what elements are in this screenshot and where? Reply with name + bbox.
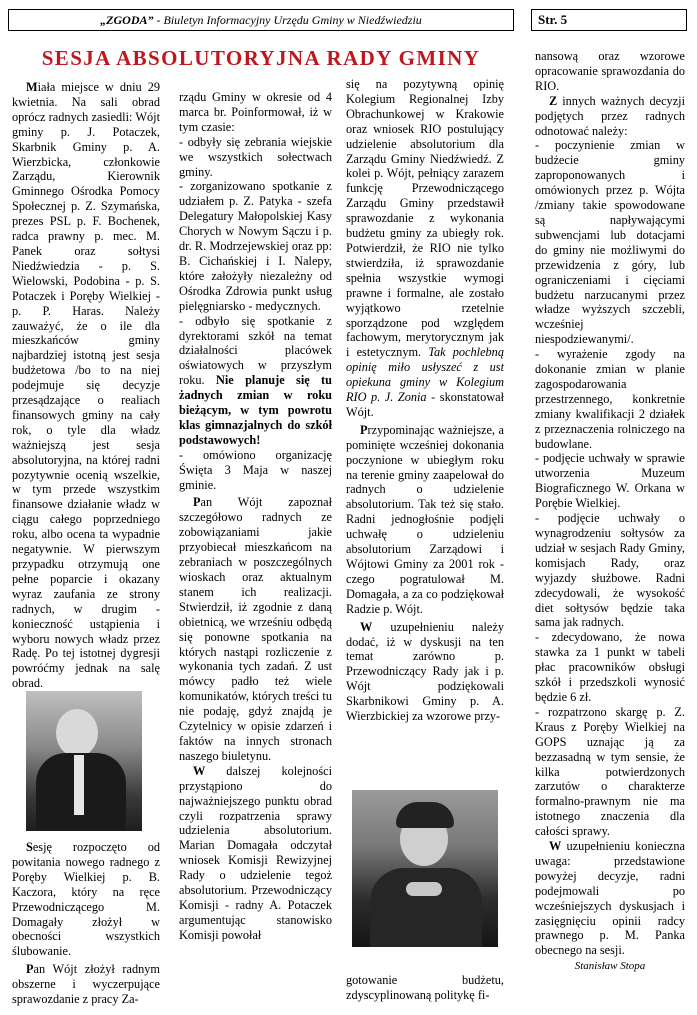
paragraph: Pan Wójt złożył radnym obszerne i wyczerpujące sprawozdanie z pracy Za- — [12, 962, 160, 1007]
list-item: - zorganizowano spotkanie z udziałem p. Z. Patyka - szefa Delegatury Małopolskiej Kasy Chorych w Nowym Sączu i p. dr. R. Modrzejewskiej oraz pp: B. Cichańskiej i I. Nalepy, które założyły niezależny od Ośrodka Zdrowia punkt usług pielęgniarsko - medycznych. — [179, 179, 332, 313]
author-signature: Stanisław Stopa — [574, 960, 646, 972]
list-item: - odbyło się spotkanie z dyrektorami szkół na temat działalności placówek oświatowych w przyszłym roku. Nie planuje się tu żadnych zmian w roku bieżącym, w tym powrotu klas gimnazjalnych do szkół podstawowych! — [179, 313, 332, 447]
list-item: - podjęcie uchwały o wynagrodzeniu sołtysów za udział w sesjach Rady Gminy, komisjach Rady, oraz wyjazdy służbowe. Radni zdecydowali, że wysokość diet sołtysów będzie taka sama jak radnych. — [535, 511, 685, 630]
list-item: - zdecydowano, że nowa stawka za 1 punkt w tabeli płac pracowników obsługi szkół i przedszkoli wynosić będzie 6 zł. — [535, 630, 685, 704]
treasurer-photo — [352, 790, 498, 947]
paragraph: nansową oraz wzorowe opracowanie sprawozdania do RIO. — [535, 49, 685, 93]
paragraph: Przypominając ważniejsze, a pominięte wcześniej dokonania poczynione w ubiegłym roku na terenie gminy zaapelował do radnych o udzielenie absolutorium. Tak też się stało. Radni jednogłośnie podjęli uchwałę o udzieleniu absolutorium Zarządowi i Wójtowi Gminy za 2001 rok - czego pogratulował M. Domagała, a za co podziękował Radzie p. Wójt. — [346, 422, 504, 616]
paragraph: W uzupełnieniu należy dodać, iż w dyskusji na ten temat zarówno p. Przewodniczący Rady jak i p. Wójt podziękowali Skarbnikowi Gminy p. A. Wierzbickiej za wzorowe przy- — [346, 619, 504, 724]
paragraph: gotowanie budżetu, zdyscyplinowaną politykę fi- — [346, 973, 504, 1003]
newsletter-name: „ZGODA” — [100, 13, 154, 27]
list-item: - omówiono organizację Święta 3 Maja w naszej gminie. — [179, 447, 332, 492]
article-column-1-continued — [12, 840, 160, 1007]
list-item: - wyrażenie zgody na dokonanie zmian w planie zagospodarowania przestrzennego, konkretnie zmiany kwalifikacji 2 działek z przeznaczenia rolniczego na budowlane. — [535, 347, 685, 451]
article-column-2 — [179, 90, 332, 943]
paragraph: Miała miejsce w dniu 29 kwietnia. Na sali obrad oprócz radnych zasiedli: Wójt gminy p. J. Potaczek, Skarbnik Gminy p. A. Wierzbicka, członkowie Zarządu, Kierownik Gminnego Ośrodka Pomocy Społecznej p. Z. Szymańska, prezes PSL p. F. Bochenek, radca prawny p. mec. M. Panek oraz sołtysi Niedźwiedzia - p. S. Wielowski, Podobina - p. S. Potaczek i Poręby Wielkiej - p. P. Haras. Należy zauważyć, że o ile dla mieszkańców gminy najbardziej istotną jest sesja budżetowa /bo to na niej podejmuje się decyzje przesądzające o realiach finansowych gminy na cały rok, o tyle dla władz ważniejszą jest sesja absolutoryjna, na której radni pozytywnie ocenią wszelkie, w tym przede wszystkim finansowe działanie władz w ciągu całego poprzedniego roku, albo ocena ta wypadnie negatywnie. W pierwszym przypadku otrzymują one pełne poparcie i okazany wyraz zaufania ze strony radnych, w drugim - konieczność ustąpienia i wyboru nowych władz przez Radę. Po tej istotnej dygresji powróćmy jednak na salę obrad. — [12, 80, 160, 691]
list-item: - poczynienie zmian w budżecie gminy zaproponowanych i omówionych przez p. Wójta /zmiany takie spowodowane są napływającymi subwencjami lub dotacjami do gminy nie możliwymi do przewidzenia z góry, lub ograniczeniami i cięciami budżetu narzucanymi przez władze wyższych szczebli, wcześniej niespodziewanymi/. — [535, 138, 685, 347]
article-column-1 — [12, 80, 160, 691]
paragraph: Z innych ważnych decyzji podjętych przez radnych odnotować należy: — [535, 93, 685, 138]
paragraph: Sesję rozpoczęto od powitania nowego radnego z Poręby Wielkiej p. B. Kaczora, który na ręce Przewodniczącego M. Domagały złożył w obecności wszystkich ślubowanie. — [12, 840, 160, 959]
article-column-4 — [535, 49, 685, 958]
list-item: - rozpatrzono skargę p. Z. Kraus z Poręby Wielkiej na GOPS uznając ją za bezzasadną w tym sensie, że kilka potwierdzonych zarzutów o charakterze formalno-prawnym nie ma istotnego znaczenia dla całości sprawy. — [535, 704, 685, 839]
newsletter-subtitle: - Biuletyn Informacyjny Urzędu Gminy w Niedźwiedziu — [153, 13, 422, 27]
paragraph: W dalszej kolejności przystąpiono do najważniejszego punktu obrad czyli rozpatrzenia sprawy udzielenia absolutorium. Marian Domagała odczytał wniosek Komisji Rewizyjnej Rady o udzielenie tegoż absolutorium. Przewodniczący Komisji - radny A. Potaczek argumentując stanowisko Komisji powołał — [179, 763, 332, 942]
paragraph: się na pozytywną opinię Kolegium Regionalnej Izby Obrachunkowej w Krakowie oraz wniosek RIO postulujący udzielenie absolutorium dla Zarządu Gminy Niedźwiedź. Z kolei p. Wójt, pełniący zarazem funkcję Przewodniczącego Zarządu Gminy przedstawił sprawozdanie z wykonania budżetu gminy za ubiegły rok. Potwierdził, że RIO nie tylko stwierdziła, iż sprawozdanie spełnia wszystkie wymogi prawne i formalne, ale zostało wyjątkowo rzetelnie sporządzone pod względem fachowym, merytorycznym jak i estetycznym. Tak pochlebną opinię miło usłyszeć z ust opiekuna gminy w Kolegium RIO p. J. Zonia - skonstatował Wójt. — [346, 77, 504, 419]
paragraph: rządu Gminy w okresie od 4 marca br. Poinformował, iż w tym czasie: — [179, 90, 332, 134]
list-item: - odbyły się zebrania wiejskie we wszystkich sołectwach gminy. — [179, 134, 332, 179]
council-member-photo — [26, 691, 142, 831]
list-item: - podjęcie uchwały w sprawie utworzenia Muzeum Biograficznego W. Orkana w Porębie Wielkiej. — [535, 451, 685, 511]
paragraph: Pan Wójt zapoznał szczegółowo radnych ze zobowiązaniami jakie przyobiecał mieszkańcom na zebraniach w poszczególnych wioskach oraz aktualnym stanem ich realizacji. Stwierdził, iż zgodnie z daną obietnicą, we wrześniu odbędą się ponowne spotkania na których nastąpi rozliczenie z wykonania tych zadań. Z ust mówcy padło też wiele komunikatów, których treści tu nie podaję, gdyż znajdą je Czytelnicy w opisie zdarzeń i faktów na innych stronach naszego biuletynu. — [179, 495, 332, 763]
article-title: SESJA ABSOLUTORYJNA RADY GMINY — [41, 46, 481, 70]
paragraph: W uzupełnieniu konieczna uwaga: przedstawione powyżej decyzje, radni podejmowali po wcześniejszych dyskusjach i zasięgnięciu opinii radcy prawnego p. M. Panka obecnego na sesji. — [535, 839, 685, 958]
article-column-3-continued — [346, 961, 504, 1015]
article-column-3 — [346, 77, 504, 724]
page-number: Str. 5 — [531, 9, 687, 31]
newsletter-header — [8, 9, 514, 31]
